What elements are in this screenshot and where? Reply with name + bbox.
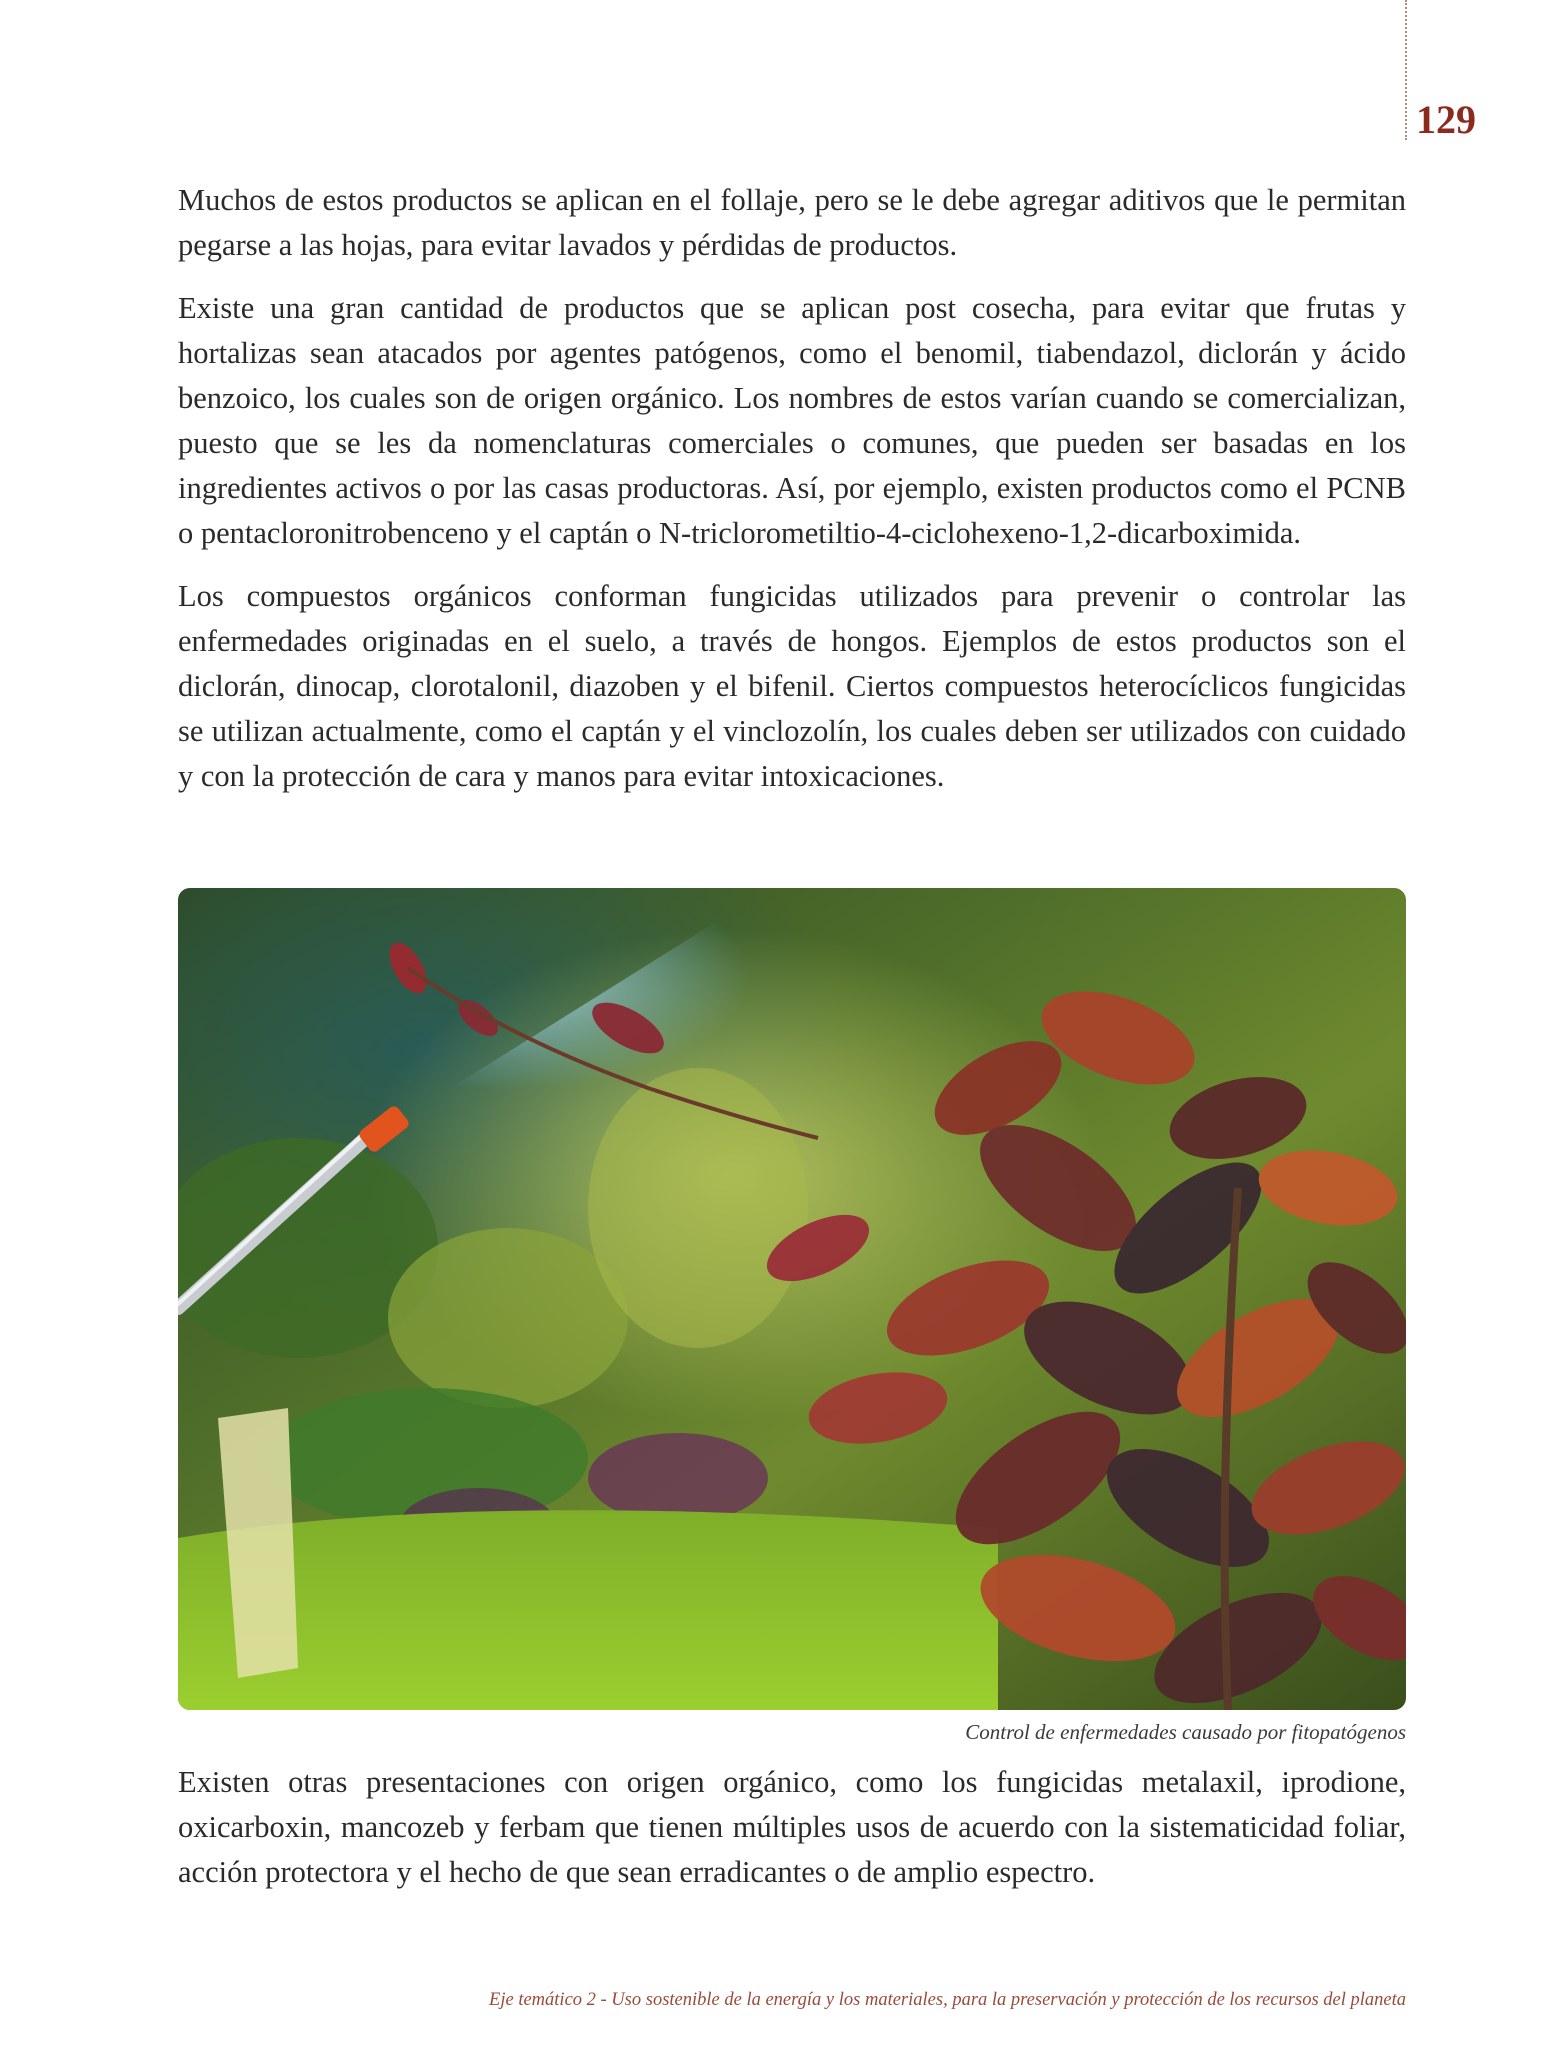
paragraph: Existe una gran cantidad de productos que se aplican post cosecha, para evitar que frutas y hortalizas sean atacados por agentes patógenos, como el benomil, tiabendazol, diclorán y ácido benzoico, los cuales son de origen orgánico. Los nombres de estos varían cuando se comercializan, puesto que se les da nomenclaturas comerciales o comunes, que pueden ser basadas en los ingredientes activos o por las casas productoras. Así, por ejemplo, existen productos como el PCNB o pentacloronitrobenceno y el captán o N-triclorometiltio-4-ciclohexeno-1,2-dicarboximida. xyxy=(178,291,1406,550)
paragraph: Muchos de estos productos se aplican en el follaje, pero se le debe agregar aditivos que le permitan pegarse a las hojas, para evitar lavados y pérdidas de productos. xyxy=(178,183,1406,262)
margin-dotted-rule xyxy=(1405,0,1407,140)
page-number: 129 xyxy=(1416,97,1476,142)
photo-sprayer-leaves xyxy=(178,888,1406,1710)
body-text-bottom xyxy=(178,1760,1406,1913)
body-text-top xyxy=(178,178,1406,817)
paragraph: Los compuestos orgánicos conforman fungicidas utilizados para prevenir o controlar las enfermedades originadas en el suelo, a través de hongos. Ejemplos de estos productos son el diclorán, dinocap, clorotalonil, diazoben y el bifenil. Ciertos compuestos heterocíclicos fungicidas se utilizan actualmente, como el captán y el vinclozolín, los cuales deben ser utilizados con cuidado y con la protección de cara y manos para evitar intoxicaciones. xyxy=(178,579,1406,793)
figure-caption: Control de enfermedades causado por fitopatógenos xyxy=(965,1720,1406,1744)
paragraph: Existen otras presentaciones con origen orgánico, como los fungicidas metalaxil, iprodione, oxicarboxin, mancozeb y ferbam que tienen múltiples usos de acuerdo con la sistematicidad foliar, acción protectora y el hecho de que sean erradicantes o de amplio espectro. xyxy=(178,1765,1406,1889)
running-footer: Eje temático 2 - Uso sostenible de la energía y los materiales, para la preservación y protección de los recursos del planeta xyxy=(489,1990,1406,2010)
